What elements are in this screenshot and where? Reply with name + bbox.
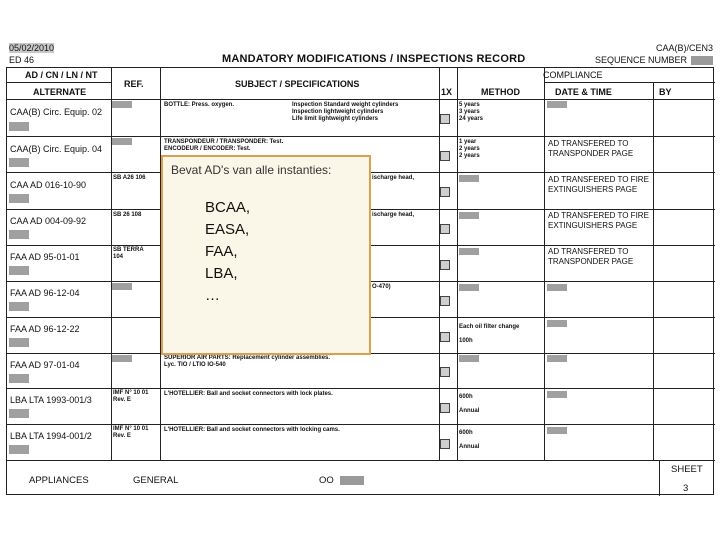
row-6-checkbox[interactable] — [440, 296, 450, 306]
callout-title: Bevat AD's van alle instanties: — [171, 163, 332, 177]
row-4-ad: CAA AD 004-09-92 — [10, 216, 87, 226]
callout-list — [205, 197, 250, 307]
row-6-subject: O-470) — [372, 284, 391, 290]
row-2-checkbox[interactable] — [440, 151, 450, 161]
row-3-checkbox[interactable] — [440, 187, 450, 197]
form-edition: ED 46 — [9, 55, 35, 65]
footer-sheet-label: SHEET — [671, 464, 703, 475]
row-2-ad: CAA(B) Circ. Equip. 04 — [10, 144, 103, 154]
row-9-ad: LBA LTA 1993-001/3 — [10, 395, 92, 405]
row-6-ad: FAA AD 96-12-04 — [10, 288, 80, 298]
column-by: BY — [659, 87, 672, 97]
row-8-ad: FAA AD 97-01-04 — [10, 360, 80, 370]
row-8-checkbox[interactable] — [440, 367, 450, 377]
row-3-subject: ischarge head, — [372, 175, 415, 181]
row-2-method: 1 year 2 years 2 years — [459, 139, 480, 159]
footer-oo: OO — [319, 475, 364, 486]
row-3-compliance: AD TRANSFERED TO FIRE EXTINGUISHERS PAGE — [548, 175, 649, 194]
row-3-ref: SB A26 106 — [113, 175, 146, 181]
row-1-method: 5 years 3 years 24 years — [459, 102, 484, 122]
row-10-ref: IMF N° 10 01 Rev. E — [113, 426, 149, 439]
row-9-subject: L'HOTELLIER: Ball and socket connectors with lock plates. — [164, 391, 333, 397]
callout-item: FAA, — [205, 243, 238, 260]
row-2-subject: TRANSPONDEUR / TRANSPONDER: Test. ENCODEUR / ENCODER: Test. — [164, 139, 284, 152]
column-alternate: ALTERNATE — [33, 87, 87, 97]
column-method: METHOD — [481, 87, 520, 97]
row-3-ad: CAA AD 016-10-90 — [10, 180, 87, 190]
row-4-checkbox[interactable] — [440, 224, 450, 234]
row-5-ad: FAA AD 95-01-01 — [10, 252, 80, 262]
footer-appliances: APPLIANCES — [29, 475, 89, 486]
row-10-checkbox[interactable] — [440, 439, 450, 449]
row-9-ref: IMF N° 10 01 Rev. E — [113, 390, 149, 403]
row-7-checkbox[interactable] — [440, 332, 450, 342]
row-5-ref: SB TERRA 104 — [113, 247, 144, 260]
row-9-method: 600h Annual — [459, 394, 480, 414]
row-9-checkbox[interactable] — [440, 403, 450, 413]
sequence-number-label: SEQUENCE NUMBER — [595, 55, 713, 65]
row-1-ad: CAA(B) Circ. Equip. 02 — [10, 107, 103, 117]
row-7-method: Each oil filter change 100h — [459, 324, 520, 344]
row-7-ad: FAA AD 96-12-22 — [10, 324, 80, 334]
column-ad: AD / CN / LN / NT — [25, 70, 98, 80]
row-4-ref: SB 26 108 — [113, 212, 142, 218]
row-5-checkbox[interactable] — [440, 260, 450, 270]
form-date: 05/02/2010 — [9, 43, 55, 53]
row-1-spec: Inspection Standard weight cylinders Inspection lightweight cylinders Life limit lightweight cylinders — [292, 102, 399, 122]
row-5-compliance: AD TRANSFERED TO TRANSPONDER PAGE — [548, 247, 634, 266]
page-title: MANDATORY MODIFICATIONS / INSPECTIONS RECORD — [222, 53, 526, 65]
annotation-callout — [161, 155, 371, 355]
row-8-subject: SUPERIOR AIR PARTS: Replacement cylinder assemblies. Lyc. TIO / LTIO IO-540 — [164, 355, 331, 368]
row-4-compliance: AD TRANSFERED TO FIRE EXTINGUISHERS PAGE — [548, 211, 649, 230]
row-1-checkbox[interactable] — [440, 114, 450, 124]
footer-sheet-number: 3 — [683, 483, 689, 494]
column-date-time: DATE & TIME — [555, 87, 612, 97]
row-1-subject: BOTTLE: Press. oxygen. — [164, 102, 235, 108]
callout-item: … — [205, 287, 220, 304]
row-4-subject: ischarge head, — [372, 212, 415, 218]
column-subject: SUBJECT / SPECIFICATIONS — [235, 79, 360, 89]
row-10-ad: LBA LTA 1994-001/2 — [10, 431, 92, 441]
row-10-method: 600h Annual — [459, 430, 480, 450]
callout-item: BCAA, — [205, 199, 251, 216]
column-1x: 1X — [441, 87, 453, 97]
callout-item: LBA, — [205, 265, 238, 282]
column-compliance: COMPLIANCE — [543, 70, 603, 80]
row-2-compliance: AD TRANSFERED TO TRANSPONDER PAGE — [548, 139, 634, 158]
column-ref: REF. — [124, 79, 144, 89]
footer-general: GENERAL — [133, 475, 179, 486]
row-10-subject: L'HOTELLIER: Ball and socket connectors with locking cams. — [164, 427, 340, 433]
callout-item: EASA, — [205, 221, 250, 238]
form-code: CAA(B)/CEN3 — [656, 43, 714, 53]
